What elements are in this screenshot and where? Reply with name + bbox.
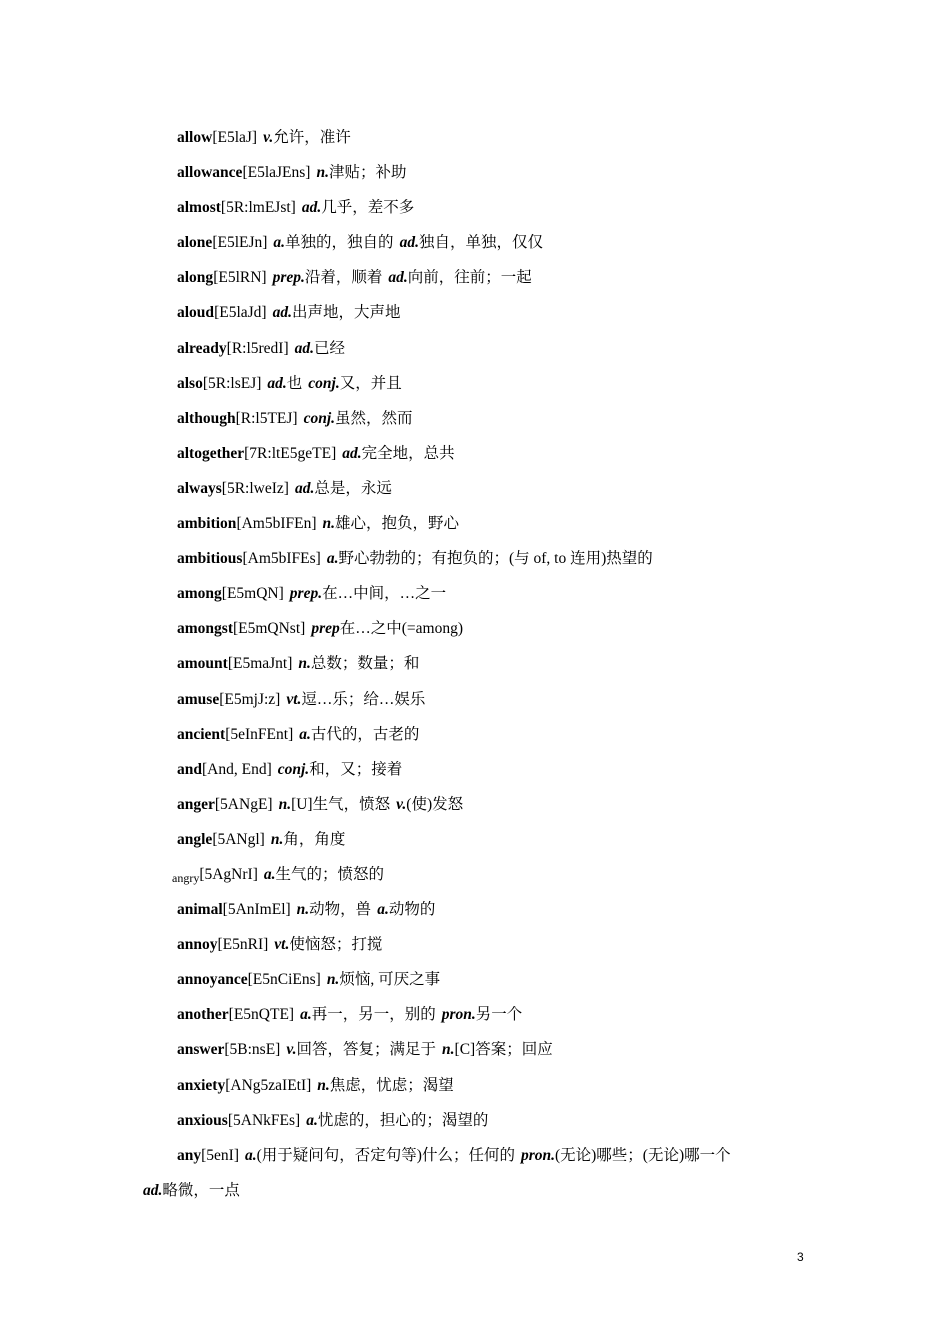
- definition: 沿着，顺着: [304, 269, 383, 287]
- part-of-speech: a.: [306, 1111, 318, 1129]
- pronunciation: [E5lRN]: [213, 269, 267, 287]
- pronunciation: [R:l5TEJ]: [235, 409, 298, 427]
- page-number: 3: [797, 1250, 804, 1264]
- part-of-speech: vt.: [286, 690, 302, 708]
- definition: 单独的，独自的: [285, 234, 394, 252]
- definition: 又，并且: [339, 374, 402, 392]
- vocab-entry: [177, 759, 817, 794]
- headword: ambition: [177, 515, 237, 533]
- vocabulary-list: [143, 127, 817, 1199]
- definition: 焦虑，忧虑；渴望: [329, 1076, 454, 1094]
- part-of-speech: a.: [273, 234, 286, 252]
- pronunciation: [E5nCiEns]: [247, 971, 321, 989]
- part-of-speech: n.: [316, 164, 329, 182]
- part-of-speech: pron.: [441, 1006, 476, 1024]
- definition: (使)发怒: [406, 795, 464, 813]
- headword: ambitious: [177, 550, 243, 568]
- pronunciation: [E5lEJn]: [212, 234, 268, 252]
- headword: and: [177, 760, 202, 778]
- definition: 已经: [314, 339, 346, 357]
- definition: 雄心，抱负，野心: [335, 515, 460, 533]
- part-of-speech: n.: [270, 830, 284, 848]
- vocab-entry: [177, 1039, 817, 1074]
- vocab-entry: [172, 864, 817, 899]
- definition: 动物的: [388, 901, 436, 919]
- part-of-speech: a.: [377, 901, 389, 919]
- pronunciation: [E5mjJ:z]: [219, 690, 281, 708]
- part-of-speech: conj.: [277, 760, 310, 778]
- vocab-entry: [177, 829, 817, 864]
- part-of-speech: conj.: [308, 374, 340, 392]
- vocab-entry: [177, 653, 817, 688]
- vocab-entry: [177, 408, 817, 443]
- pronunciation: [E5laJ]: [212, 129, 258, 146]
- part-of-speech: n.: [442, 1041, 455, 1059]
- headword: animal: [177, 901, 223, 919]
- headword: anger: [177, 795, 215, 813]
- pronunciation: [5R:lsEJ]: [202, 374, 262, 392]
- definition: 烦恼, 可厌之事: [339, 971, 441, 989]
- part-of-speech: ad.: [294, 339, 315, 357]
- definition: 再一，另一，别的: [311, 1006, 436, 1024]
- pronunciation: [E5mQN]: [221, 585, 284, 603]
- part-of-speech: a.: [299, 725, 311, 743]
- headword: although: [177, 409, 236, 427]
- part-of-speech: a.: [300, 1006, 312, 1024]
- headword: angle: [177, 830, 213, 848]
- vocab-entry: [177, 583, 817, 618]
- headword: answer: [177, 1041, 225, 1059]
- part-of-speech: pron.: [520, 1146, 555, 1164]
- vocab-entry: [177, 373, 817, 408]
- part-of-speech: prep: [311, 620, 340, 638]
- part-of-speech: v.: [396, 795, 407, 813]
- vocab-entry: [177, 724, 817, 759]
- vocab-entry: [177, 127, 817, 162]
- vocab-entry: [177, 443, 817, 478]
- definition-continuation: [143, 1180, 817, 1202]
- vocab-entry: [177, 197, 817, 232]
- headword: already: [177, 339, 227, 357]
- definition: 在…中间，…之一: [322, 585, 447, 603]
- headword: anxiety: [177, 1076, 226, 1094]
- part-of-speech: ad.: [294, 479, 315, 497]
- headword: amongst: [177, 620, 233, 638]
- part-of-speech: conj.: [303, 409, 336, 427]
- definition: 古代的，古老的: [310, 725, 420, 743]
- headword: amuse: [177, 690, 220, 708]
- definition: 允许，准许: [273, 129, 351, 146]
- definition: 在…之中(=among): [339, 620, 463, 638]
- headword: angry: [172, 870, 200, 885]
- headword: any: [177, 1146, 202, 1164]
- part-of-speech: v.: [263, 129, 274, 146]
- vocab-entry: [177, 689, 817, 724]
- headword: aloud: [177, 304, 215, 322]
- part-of-speech: ad.: [267, 374, 287, 392]
- pronunciation: [7R:ltE5geTE]: [244, 444, 337, 462]
- definition: (用于疑问句，否定句等)什么；任何的: [256, 1146, 515, 1164]
- vocab-entry: [177, 478, 817, 513]
- vocab-entry: [177, 338, 817, 373]
- definition: 使恼怒；打搅: [289, 936, 383, 954]
- part-of-speech: vt.: [274, 936, 290, 954]
- definition: 和，又；接着: [309, 760, 403, 778]
- pronunciation: [5R:lmEJst]: [220, 199, 296, 217]
- definition: 忧虑的，担心的；渴望的: [317, 1111, 489, 1129]
- part-of-speech: n.: [326, 971, 340, 989]
- part-of-speech: ad.: [272, 304, 292, 322]
- pronunciation: [5AgNrI]: [199, 865, 258, 883]
- definition: 完全地，总共: [361, 444, 455, 462]
- pronunciation: [5ANgE]: [214, 795, 273, 813]
- vocab-entry: [177, 899, 817, 934]
- definition: (无论)哪些；(无论)哪一个: [554, 1146, 731, 1164]
- part-of-speech: a.: [263, 865, 276, 883]
- pronunciation: [5eInFEnt]: [225, 725, 294, 743]
- definition: 独自，单独，仅仅: [418, 234, 543, 252]
- definition: 总数；数量；和: [310, 655, 420, 673]
- pronunciation: [E5mQNst]: [232, 620, 306, 638]
- vocab-entry: [177, 267, 817, 302]
- part-of-speech: a.: [326, 550, 339, 568]
- part-of-speech: prep.: [289, 585, 323, 603]
- part-of-speech: n.: [322, 515, 336, 533]
- pronunciation: [R:l5redI]: [226, 339, 289, 357]
- headword: allowance: [177, 164, 243, 182]
- headword: ancient: [177, 725, 226, 743]
- pronunciation: [5enI]: [201, 1146, 239, 1164]
- vocab-entry: [177, 934, 817, 969]
- vocab-entry: [177, 794, 817, 829]
- headword: anxious: [177, 1111, 228, 1129]
- headword: always: [177, 479, 222, 497]
- definition: 回答，答复；满足于: [296, 1041, 437, 1059]
- definition: 向前，往前；一起: [407, 269, 532, 287]
- definition: 总是，永远: [314, 479, 392, 497]
- vocab-entry: [177, 1110, 817, 1145]
- definition: 另一个: [475, 1006, 523, 1024]
- vocab-entry: [177, 1004, 817, 1039]
- definition: 几乎，差不多: [321, 199, 415, 217]
- pronunciation: [5ANkFEs]: [227, 1111, 301, 1129]
- vocab-entry: [177, 1075, 817, 1110]
- pronunciation: [5AnImEl]: [222, 901, 291, 919]
- pronunciation: [Am5bIFEn]: [236, 515, 317, 533]
- pronunciation: [ANg5zaIEtI]: [225, 1076, 312, 1094]
- headword: along: [177, 269, 214, 287]
- part-of-speech: prep.: [272, 269, 305, 287]
- vocab-entry: [177, 232, 817, 267]
- pronunciation: [5R:lweIz]: [221, 479, 289, 497]
- headword: annoyance: [177, 971, 248, 989]
- pronunciation: [Am5bIFEs]: [242, 550, 321, 568]
- definition: 虽然，然而: [335, 409, 413, 427]
- definition: 津贴；补助: [328, 164, 407, 182]
- definition: 野心勃勃的；有抱负的；(与 of, to 连用)热望的: [338, 550, 653, 568]
- part-of-speech: a.: [245, 1146, 257, 1164]
- part-of-speech: ad.: [399, 234, 419, 252]
- part-of-speech: ad.: [388, 269, 408, 287]
- definition: 略微，一点: [162, 1181, 240, 1199]
- pronunciation: [And, End]: [202, 760, 272, 778]
- definition: 也: [286, 374, 303, 392]
- part-of-speech: n.: [278, 795, 292, 813]
- part-of-speech: n.: [298, 655, 311, 673]
- vocab-entry: [177, 162, 817, 197]
- definition: 生气的；愤怒的: [275, 865, 385, 883]
- part-of-speech: n.: [317, 1076, 330, 1094]
- vocab-entry: [177, 969, 817, 1004]
- definition: 角，角度: [283, 830, 346, 848]
- pronunciation: [E5laJd]: [214, 304, 267, 322]
- definition: 逗…乐；给…娱乐: [301, 690, 426, 708]
- headword: another: [177, 1006, 229, 1024]
- pronunciation: [E5maJnt]: [227, 655, 293, 673]
- pronunciation: [E5nQTE]: [228, 1006, 295, 1024]
- headword: among: [177, 585, 222, 603]
- pronunciation: [5ANgl]: [212, 830, 265, 848]
- part-of-speech: n.: [296, 901, 310, 919]
- pronunciation: [5B:nsE]: [224, 1041, 281, 1059]
- headword: alone: [177, 234, 213, 252]
- pronunciation: [E5laJEns]: [242, 164, 311, 182]
- vocab-entry: [177, 302, 817, 337]
- headword: almost: [177, 199, 221, 217]
- headword: annoy: [177, 936, 218, 954]
- vocab-entry: [143, 1145, 817, 1199]
- headword: allow: [177, 129, 213, 146]
- definition: [U]生气，愤怒: [291, 795, 391, 813]
- vocab-entry: [177, 618, 817, 653]
- part-of-speech: v.: [286, 1041, 297, 1059]
- part-of-speech: ad.: [342, 444, 362, 462]
- pronunciation: [E5nRI]: [217, 936, 269, 954]
- definition: [C]答案；回应: [454, 1041, 553, 1059]
- vocab-entry: [177, 513, 817, 548]
- part-of-speech: ad.: [143, 1181, 163, 1199]
- headword: altogether: [177, 444, 245, 462]
- headword: amount: [177, 655, 228, 673]
- definition: 动物，兽: [309, 901, 372, 919]
- headword: also: [177, 374, 203, 392]
- vocab-entry: [177, 548, 817, 583]
- definition: 出声地，大声地: [291, 304, 401, 322]
- part-of-speech: ad.: [301, 199, 322, 217]
